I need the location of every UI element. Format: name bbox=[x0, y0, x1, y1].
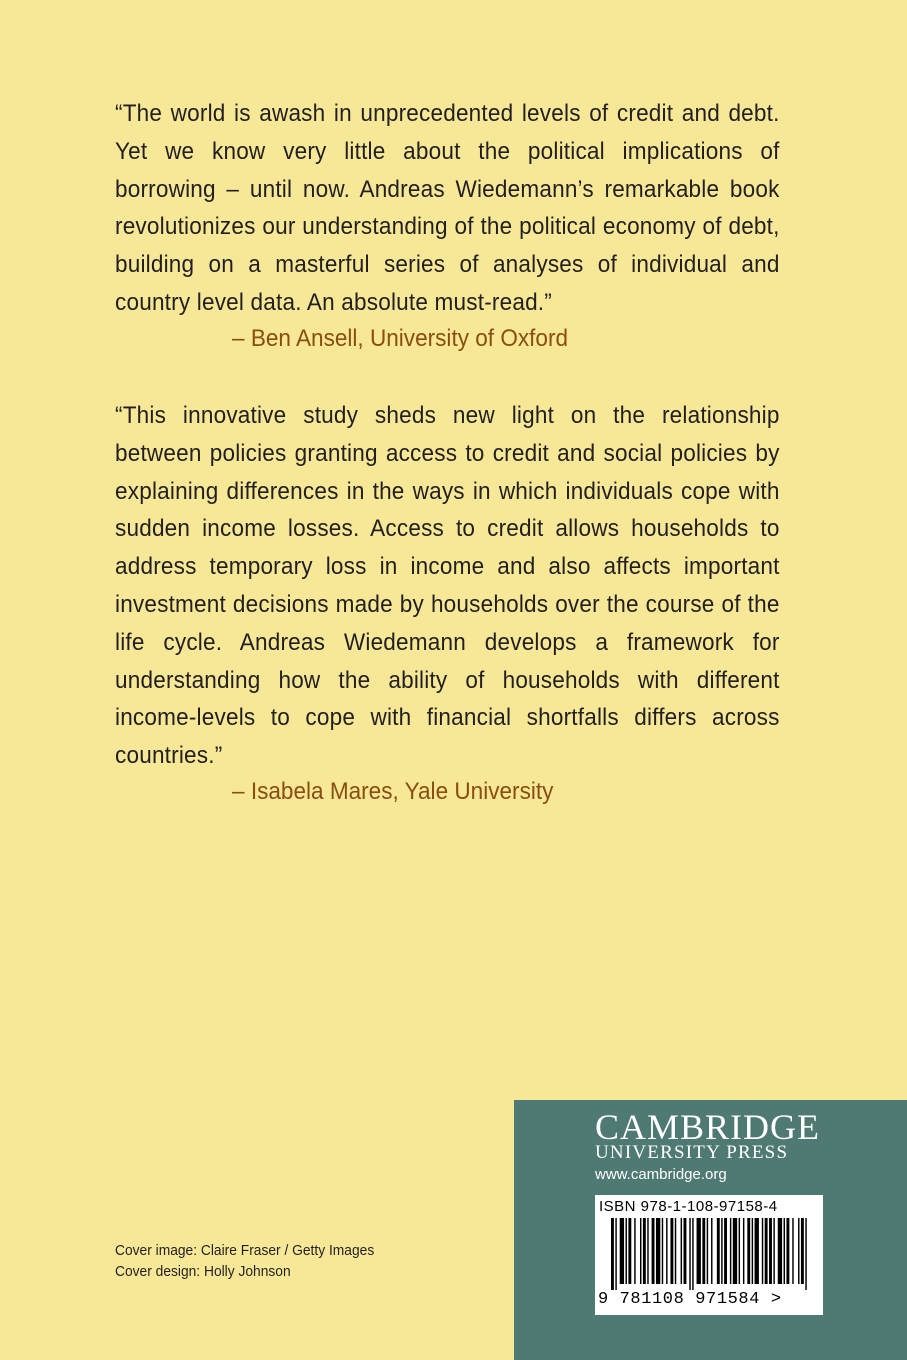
publisher-url[interactable]: www.cambridge.org bbox=[595, 1166, 727, 1183]
publisher-name: CAMBRIDGE bbox=[595, 1107, 821, 1147]
cover-credits bbox=[115, 1240, 374, 1282]
cover-design-credit: Cover design: Holly Johnson bbox=[115, 1263, 291, 1280]
barcode-digits: 9 781108 971584 > bbox=[598, 1290, 782, 1309]
isbn-label: ISBN 978-1-108-97158-4 bbox=[599, 1198, 778, 1215]
cover-image-credit: Cover image: Claire Fraser / Getty Images bbox=[115, 1242, 375, 1259]
publisher-subname: UNIVERSITY PRESS bbox=[595, 1142, 789, 1163]
attribution-ansell: – Ben Ansell, University of Oxford bbox=[232, 325, 569, 352]
quote-mares: “This innovative study sheds new light on the relationship between policies granting access to credit and social policies by explaining differences in the ways in which individuals cope with sudden income losses. Access to credit allows households to address temporary loss in income and also affects important investment decisions made by households over the course of the life cycle. Andreas Wiedemann develops a framework for understanding how the ability of households with different income-levels to cope with financial shortfalls differs across countries.” bbox=[115, 402, 780, 770]
barcode-icon bbox=[611, 1218, 811, 1290]
quote-ansell: “The world is awash in unprecedented levels of credit and debt. Yet we know very little about the political implications of borrowing – until now. Andreas Wiedemann’s remarkable book revolutionizes our understanding of the political economy of debt, building on a masterful series of analyses of individual and country level data. An absolute must-read.” bbox=[115, 100, 780, 316]
attribution-mares: – Isabela Mares, Yale University bbox=[232, 778, 554, 805]
barcode-block bbox=[595, 1195, 823, 1315]
